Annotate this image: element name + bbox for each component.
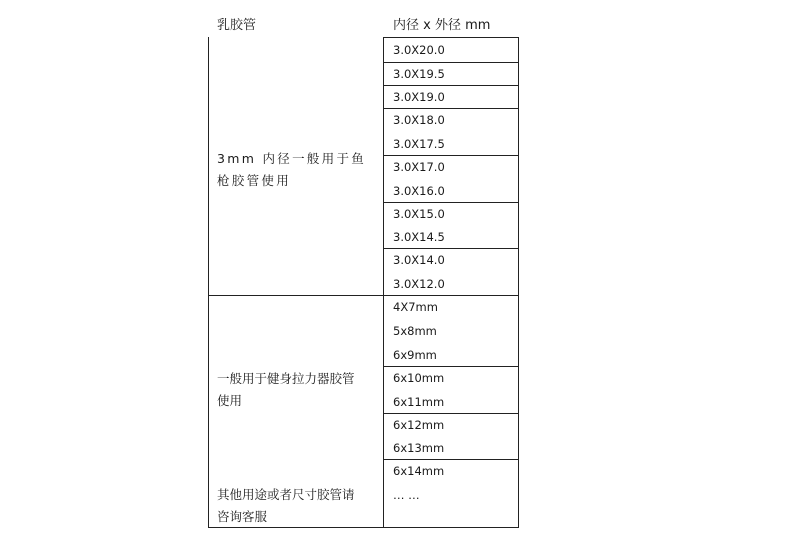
row-divider — [383, 413, 519, 414]
group-2-description-line-2: 使用 — [217, 393, 243, 408]
size-cell: 3.0X14.5 — [393, 230, 445, 244]
size-cell: 3.0X19.5 — [393, 67, 445, 81]
contact-note-line-2: 咨询客服 — [217, 509, 268, 524]
table-border-top — [383, 37, 519, 38]
size-cell: 3.0X15.0 — [393, 207, 445, 221]
size-cell: 3.0X17.5 — [393, 137, 445, 151]
row-divider — [383, 62, 519, 63]
size-cell: 6x11mm — [393, 395, 445, 409]
size-cell: … … — [393, 488, 420, 502]
table-border-left — [208, 37, 209, 528]
row-divider — [383, 155, 519, 156]
size-cell: 3.0X16.0 — [393, 184, 445, 198]
row-divider — [383, 108, 519, 109]
row-divider — [383, 248, 519, 249]
size-cell: 6x13mm — [393, 441, 445, 455]
row-divider — [383, 202, 519, 203]
header-dimension-label: 内径 x 外径 mm — [393, 18, 491, 33]
size-cell: 3.0X12.0 — [393, 277, 445, 291]
size-cell: 6x14mm — [393, 464, 445, 478]
group-2-description-line-1: 一般用于健身拉力器胶管 — [217, 371, 355, 386]
group-1-description-line-2: 枪胶管使用 — [217, 173, 292, 188]
size-cell: 6x10mm — [393, 371, 445, 385]
size-cell: 6x9mm — [393, 348, 437, 362]
contact-note-line-1: 其他用途或者尺寸胶管请 — [217, 487, 355, 502]
size-cell: 6x12mm — [393, 418, 445, 432]
row-divider — [383, 459, 519, 460]
size-cell: 3.0X17.0 — [393, 160, 445, 174]
header-product-name: 乳胶管 — [217, 18, 257, 33]
group-1-description-line-1: 3mm 内径一般用于鱼 — [217, 151, 367, 166]
size-cell: 5x8mm — [393, 324, 437, 338]
size-cell: 3.0X18.0 — [393, 113, 445, 127]
table-border-right — [518, 37, 519, 528]
size-cell: 4X7mm — [393, 300, 438, 314]
size-cell: 3.0X14.0 — [393, 253, 445, 267]
size-cell: 3.0X20.0 — [393, 43, 445, 57]
row-divider — [383, 85, 519, 86]
row-divider — [383, 366, 519, 367]
table-divider-middle — [383, 37, 384, 528]
size-cell: 3.0X19.0 — [393, 90, 445, 104]
group-divider — [208, 295, 519, 296]
